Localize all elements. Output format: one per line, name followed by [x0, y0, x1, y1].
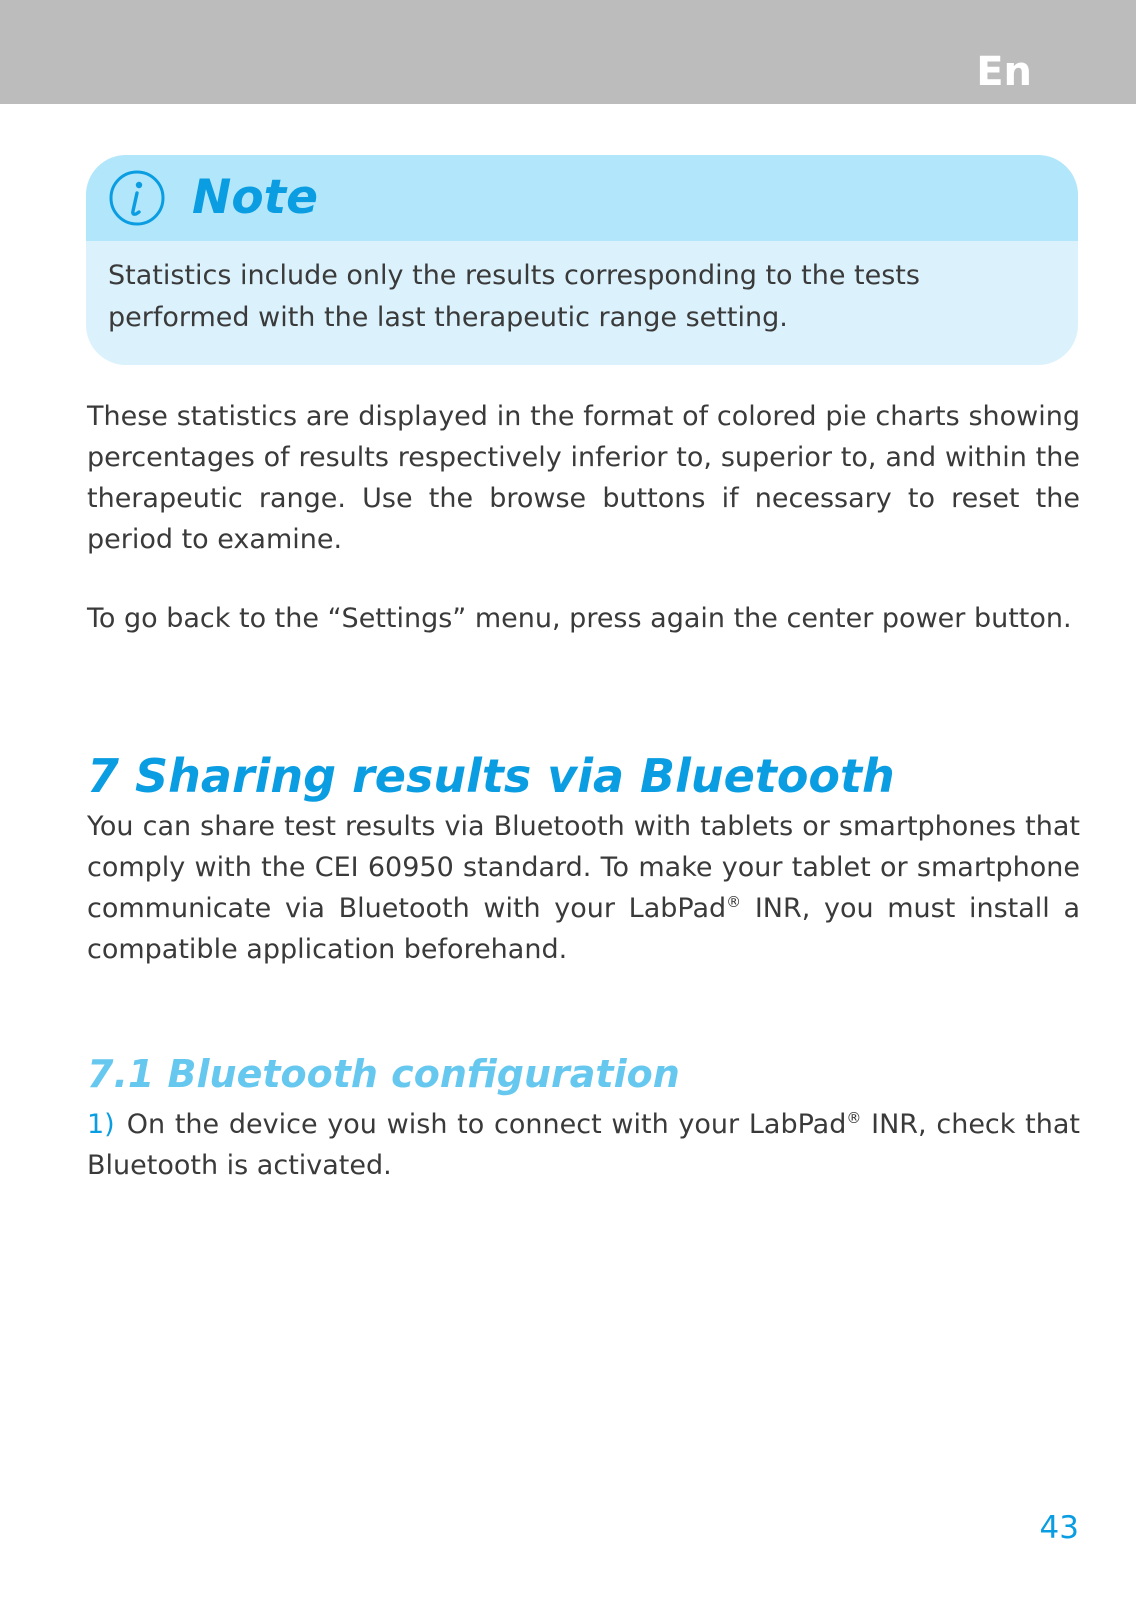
note-box	[86, 155, 1078, 365]
trademark-symbol: ®	[846, 1109, 862, 1127]
page-number: 43	[1039, 1510, 1079, 1546]
note-title: Note	[192, 170, 318, 225]
bluetooth-intro-text-2: INR, you must install a compatible application beforehand.	[87, 893, 1080, 965]
section-heading-bluetooth: 7 Sharing results via Bluetooth	[87, 749, 895, 803]
settings-paragraph: To go back to the “Settings” menu, press again the center power button.	[87, 603, 1072, 634]
language-label: En	[976, 49, 1032, 95]
bluetooth-intro-paragraph	[87, 806, 1080, 970]
trademark-symbol: ®	[726, 893, 742, 911]
subsection-heading-bluetooth-configuration: 7.1 Bluetooth configuration	[87, 1052, 680, 1096]
info-icon	[108, 169, 166, 227]
top-bar	[0, 0, 1136, 104]
statistics-paragraph: These statistics are displayed in the format of colored pie charts showing percentages of results respectively inferior to, superior to, and within the therapeutic range. Use the browse buttons if necessary to reset the period to examine.	[87, 401, 1080, 555]
step-1	[87, 1104, 1080, 1186]
note-text: Statistics include only the results corresponding to the tests performed with the last therapeutic range setting.	[108, 260, 920, 333]
bluetooth-intro-text-1: You can share test results via Bluetooth with tablets or smartphones that comply with the CEI 60950 standard. To make your tablet or smartphone communicate via Bluetooth with your LabPad	[87, 811, 1080, 924]
step-number: 1)	[87, 1109, 115, 1140]
step-1-text-1: On the device you wish to connect with your LabPad	[126, 1109, 847, 1140]
step-1-text-2: INR, check that Bluetooth is activated.	[87, 1109, 1080, 1181]
note-header	[86, 155, 1078, 241]
